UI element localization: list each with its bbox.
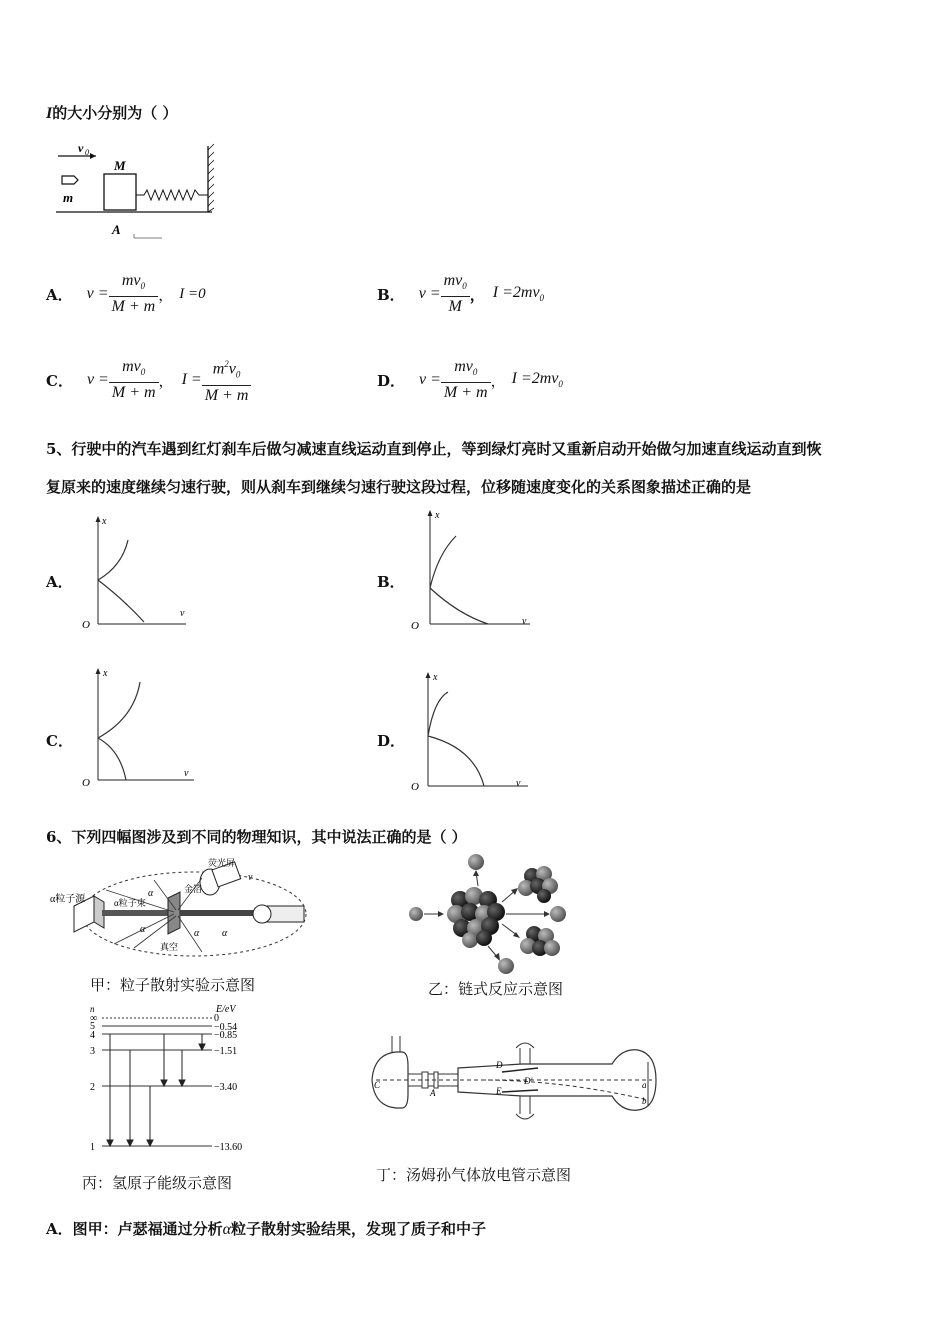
svg-text:A: A (430, 1088, 436, 1098)
svg-text:a: a (642, 1080, 647, 1090)
q4-m-label: m (63, 190, 74, 205)
bullet-shape (62, 176, 78, 184)
q6-stem: 6、下列四幅图涉及到不同的物理知识，其中说法正确的是（ ） (46, 828, 467, 846)
block-M (104, 174, 136, 210)
q4-spring-block-figure (52, 140, 222, 245)
svg-text:D: D (496, 1060, 503, 1070)
q6-caption-jia: 甲：粒子散射实验示意图 (90, 976, 256, 994)
q4-option-c-fraction: $\frac{mv_0}{M + m}$ (109, 357, 159, 403)
q4-option-a-fraction: $\frac{mv_0}{M + m}$ (109, 271, 159, 317)
transition-arrows (107, 1034, 205, 1146)
svg-text:α粒子源: α粒子源 (50, 894, 86, 905)
svg-text:α: α (148, 888, 154, 899)
svg-text:5: 5 (90, 1021, 95, 1032)
svg-text:−0.54: −0.54 (214, 1022, 238, 1033)
q6-option-a[interactable]: A．图甲：卢瑟福通过分析α粒子散射实验结果，发现了质子和中子 (46, 1220, 487, 1238)
svg-text:v: v (184, 768, 189, 779)
q5-graph-c[interactable] (78, 664, 198, 788)
svg-text:D': D' (524, 1076, 533, 1086)
q6-fig-ding-discharge-tube (362, 1028, 658, 1132)
q6-fig-yi-chain-reaction (398, 852, 588, 976)
svg-text:真空: 真空 (160, 942, 179, 952)
svg-text:v: v (516, 778, 521, 789)
q5-option-b[interactable]: B． (377, 573, 405, 591)
q4-option-c-impulse-fraction: $\frac{m^2v_0}{M + m}$ (202, 354, 252, 406)
q5-a-curve-lower (98, 580, 144, 622)
svg-text:4: 4 (90, 1030, 95, 1041)
q4-option-c-letter: C． (46, 371, 73, 390)
fragment-upper (518, 866, 558, 903)
q6-caption-yi: 乙：链式反应示意图 (428, 980, 564, 998)
q4-option-a-letter: A． (46, 285, 73, 304)
svg-text:n: n (90, 1004, 95, 1014)
alpha-symbol: α (222, 1221, 232, 1238)
svg-text:荧光屏: 荧光屏 (208, 858, 236, 868)
q5-option-c[interactable]: C． (46, 732, 73, 750)
svg-text:−1.51: −1.51 (214, 1046, 238, 1057)
svg-text:v: v (248, 872, 253, 883)
svg-text:v: v (180, 608, 185, 619)
svg-text:O: O (82, 777, 90, 788)
svg-text:x: x (433, 672, 438, 683)
q4-stem (46, 102, 177, 123)
q4-stem-text: 的大小分别为（ ） (52, 104, 178, 122)
svg-text:O: O (411, 781, 419, 792)
svg-text:−0.85: −0.85 (214, 1030, 238, 1041)
q5-stem-line2: 复原来的速度继续匀速行驶，则从刹车到继续匀速行驶这段过程，位移随速度变化的关系图象描述正确的是 (46, 478, 752, 496)
q4-v0-label: v (78, 141, 84, 155)
svg-text:E: E (496, 1086, 502, 1096)
q4-option-a-veq: v = (86, 285, 109, 302)
q4-M-label: M (114, 158, 126, 173)
svg-text:1: 1 (90, 1142, 95, 1153)
svg-text:O: O (411, 620, 419, 632)
svg-text:α: α (194, 928, 200, 939)
q4-option-a-impulse: I =0 (179, 285, 206, 302)
q4-option-d-impulse: $I =2mv_0$ (511, 370, 563, 390)
svg-text:2: 2 (90, 1082, 95, 1093)
q6-caption-ding: 丁：汤姆孙气体放电管示意图 (376, 1166, 572, 1184)
q4-option-d-fraction: $\frac{mv_0}{M + m}$ (441, 357, 491, 403)
q4-option-b-fraction: $\frac{mv_0}{M}$ (441, 271, 470, 317)
svg-text:x: x (103, 668, 108, 679)
q5-graph-d[interactable] (408, 668, 532, 792)
q4-A-label: A (112, 222, 121, 237)
svg-text:C: C (374, 1080, 381, 1090)
q6-fig-jia-alpha-scattering (44, 856, 312, 970)
svg-text:3: 3 (90, 1046, 95, 1057)
svg-text:O: O (82, 619, 90, 630)
svg-text:α粒子束: α粒子束 (114, 898, 146, 908)
q5-option-d[interactable]: D． (377, 732, 406, 750)
svg-text:x: x (435, 510, 440, 521)
q5-a-curve-upper (98, 540, 128, 580)
svg-text:金箔: 金箔 (184, 884, 203, 894)
q5-option-a[interactable]: A． (46, 573, 73, 591)
svg-text:−3.40: −3.40 (214, 1082, 238, 1093)
q4-option-d-letter: D． (377, 371, 406, 390)
q5-graph-b[interactable] (408, 506, 536, 632)
uranium-nucleus (447, 887, 505, 948)
svg-text:−13.60: −13.60 (214, 1142, 243, 1153)
svg-text:v: v (522, 616, 527, 627)
svg-text:∞: ∞ (90, 1013, 98, 1024)
q5-graph-a[interactable] (78, 512, 190, 630)
q4-option-b-letter: B． (377, 285, 405, 304)
svg-text:x: x (102, 516, 107, 527)
svg-text:α: α (222, 928, 228, 939)
svg-text:b: b (642, 1096, 647, 1106)
svg-text:E/eV: E/eV (216, 1004, 236, 1015)
q4-v0-sub: 0 (85, 148, 89, 157)
spring (136, 190, 208, 200)
q4-option-c[interactable]: C． v = $\frac{mv_0}{M + m}$ ， I = $\frac{m^2v_0}{M + m}$ (46, 358, 251, 402)
svg-text:0: 0 (214, 1013, 219, 1024)
q4-option-a[interactable]: A． v = $\frac{mv_0}{M + m}$ ， I =0 (46, 271, 206, 316)
q4-option-b-impulse: $I =2mv_0$ (492, 284, 545, 304)
fragment-lower (520, 926, 560, 956)
q6-caption-bing: 丙：氢原子能级示意图 (82, 1174, 233, 1192)
q4-option-d[interactable]: D． v = $\frac{mv_0}{M + m}$ ， $I =2mv_0$ (377, 357, 563, 402)
q4-stem-var: I (46, 105, 53, 122)
q5-stem-line1: 5、行驶中的汽车遇到红灯刹车后做匀减速直线运动直到停止，等到绿灯亮时又重新启动开始做匀加速直线运动直到恢 (46, 440, 822, 458)
q4-option-b[interactable]: B． v = $\frac{mv_0}{M}$ ， $I =2mv_0$ (377, 271, 545, 316)
q6-fig-bing-energy-levels (84, 1004, 254, 1156)
svg-text:α: α (140, 924, 146, 935)
